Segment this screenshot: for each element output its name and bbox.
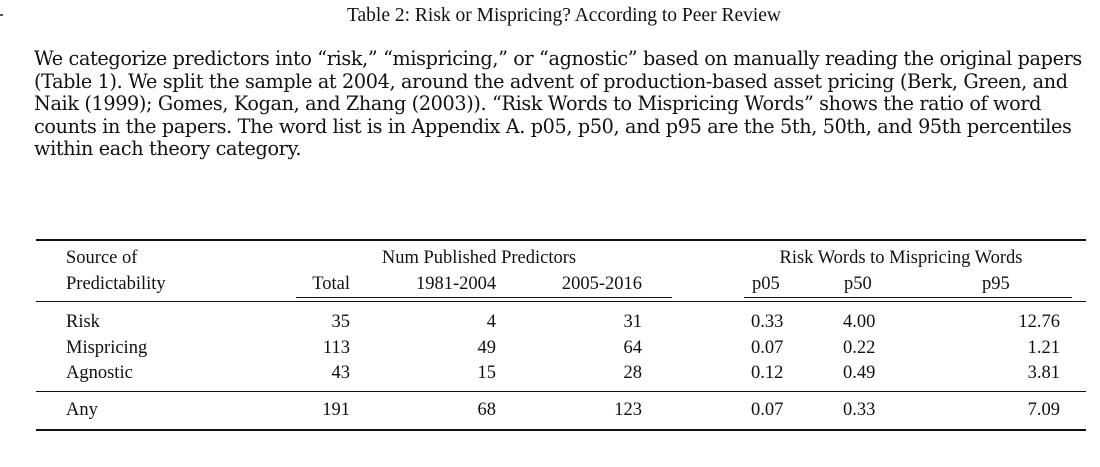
col-header-p05: p05 xyxy=(752,274,780,294)
row-period1: 4 xyxy=(486,312,496,332)
col-header-p50: p50 xyxy=(844,274,872,294)
col-header-period2: 2005-2016 xyxy=(561,274,642,294)
row-period2: 31 xyxy=(623,312,642,332)
total-row-p50: 0.33 xyxy=(843,400,876,420)
risk-words-subrule xyxy=(744,297,1072,298)
total-row-period1: 68 xyxy=(477,400,496,420)
table-bottom-rule xyxy=(36,429,1086,431)
total-row-p95: 7.09 xyxy=(1027,400,1060,420)
row-source: Agnostic xyxy=(66,363,133,383)
total-row-total: 191 xyxy=(322,400,350,420)
row-period1: 15 xyxy=(477,363,496,383)
total-row-p05: 0.07 xyxy=(751,400,784,420)
header-num-published: Num Published Predictors xyxy=(381,248,577,268)
row-p95: 12.76 xyxy=(1018,312,1060,332)
row-total: 113 xyxy=(322,338,350,358)
row-p50: 0.49 xyxy=(843,363,876,383)
results-table xyxy=(36,239,1086,434)
header-source-line1: Source of xyxy=(66,248,138,268)
col-header-total: Total xyxy=(312,274,350,294)
row-total: 35 xyxy=(331,312,350,332)
total-row-period2: 123 xyxy=(614,400,642,420)
col-header-p95: p95 xyxy=(982,274,1010,294)
row-p05: 0.33 xyxy=(751,312,784,332)
row-p50: 4.00 xyxy=(843,312,876,332)
row-p05: 0.12 xyxy=(751,363,784,383)
row-p95: 3.81 xyxy=(1027,363,1060,383)
total-divider-rule xyxy=(36,391,1086,392)
row-p05: 0.07 xyxy=(751,338,784,358)
row-period2: 28 xyxy=(623,363,642,383)
table-top-rule xyxy=(36,239,1086,241)
row-total: 43 xyxy=(331,363,350,383)
row-period1: 49 xyxy=(477,338,496,358)
row-period2: 64 xyxy=(623,338,642,358)
num-published-subrule xyxy=(296,297,672,298)
row-p95: 1.21 xyxy=(1027,338,1060,358)
header-risk-words: Risk Words to Mispricing Words xyxy=(779,248,1023,268)
col-header-period1: 1981-2004 xyxy=(416,274,497,294)
row-source: Risk xyxy=(66,312,100,332)
table-description: We categorize predictors into “risk,” “mispricing,” or “agnostic” based on manually reading the original papers (Table 1). We split the sample at 2004, around the advent of production-based asset pricing (Berk, Green, and Naik (1999); Gomes, Kogan, and Zhang (2003)). “Risk Words to Mispricing Words” shows the ratio of word counts in the papers. The word list is in Appendix A. p05, p50, and p95 are the 5th, 50th, and 95th percentiles within each theory category. xyxy=(34,47,1082,160)
row-source: Mispricing xyxy=(66,338,148,358)
header-bottom-rule xyxy=(36,301,1086,302)
header-source-line2: Predictability xyxy=(66,274,166,294)
table-caption: Table 2: Risk or Mispricing? According to Peer Review xyxy=(346,5,782,26)
row-p50: 0.22 xyxy=(843,338,876,358)
total-row-source: Any xyxy=(66,400,98,420)
